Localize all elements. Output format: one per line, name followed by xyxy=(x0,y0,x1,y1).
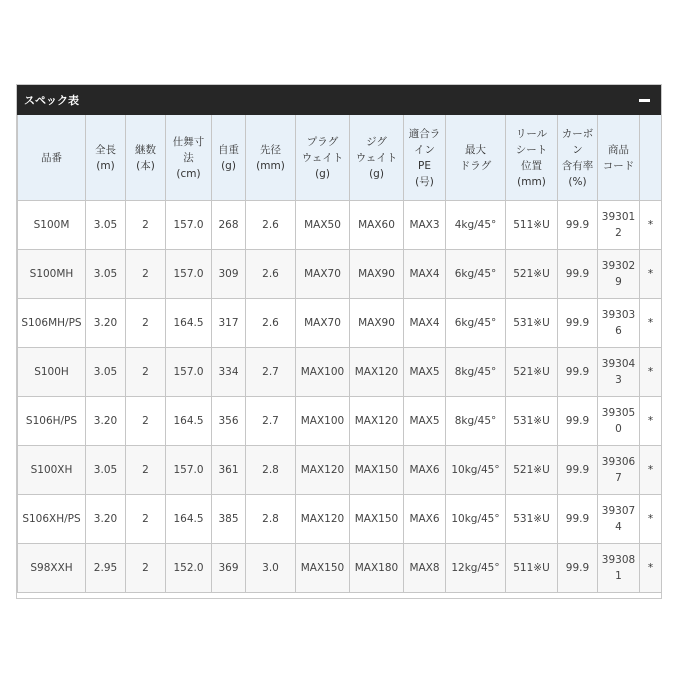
cell-model: S98XXH xyxy=(18,544,86,593)
column-header xyxy=(506,115,558,201)
cell-drag: 6kg/45° xyxy=(446,250,506,299)
cell-seat: 521※U xyxy=(506,348,558,397)
cell-seat: 531※U xyxy=(506,299,558,348)
cell-code-part: 0 xyxy=(615,423,622,435)
column-header-line: PE xyxy=(418,159,431,172)
cell-weight: 361 xyxy=(212,446,246,495)
column-header xyxy=(296,115,350,201)
cell-weight: 317 xyxy=(212,299,246,348)
column-header-line: 全長 xyxy=(95,143,116,156)
cell-carbon: 99.9 xyxy=(558,544,598,593)
cell-jig: MAX90 xyxy=(350,299,404,348)
cell-pieces: 2 xyxy=(126,446,166,495)
column-header-line: ドラグ xyxy=(459,159,492,172)
cell-drag: 8kg/45° xyxy=(446,348,506,397)
cell-code-part: 1 xyxy=(615,570,622,582)
cell-code-part: 2 xyxy=(615,227,622,239)
cell-mark: * xyxy=(640,544,662,593)
cell-jig: MAX150 xyxy=(350,446,404,495)
cell-closed: 157.0 xyxy=(166,446,212,495)
cell-code-part: 39306 xyxy=(601,456,636,468)
column-header-line: (mm) xyxy=(256,159,285,172)
cell-weight: 268 xyxy=(212,201,246,250)
cell-seat: 521※U xyxy=(506,446,558,495)
cell-code-part: 4 xyxy=(615,521,622,533)
cell-pieces: 2 xyxy=(126,201,166,250)
cell-drag: 10kg/45° xyxy=(446,446,506,495)
cell-carbon: 99.9 xyxy=(558,495,598,544)
cell-closed: 157.0 xyxy=(166,348,212,397)
column-header-line: 自重 xyxy=(218,143,239,156)
cell-closed: 157.0 xyxy=(166,201,212,250)
table-row xyxy=(18,250,662,299)
table-row xyxy=(18,348,662,397)
column-header-line: (g) xyxy=(315,167,330,180)
column-header-line: 仕舞寸 xyxy=(172,135,205,148)
cell-mark: * xyxy=(640,250,662,299)
column-header xyxy=(126,115,166,201)
cell-tip: 2.8 xyxy=(246,446,296,495)
cell-jig: MAX180 xyxy=(350,544,404,593)
cell-length: 3.20 xyxy=(86,495,126,544)
column-header-line: (mm) xyxy=(517,175,546,188)
cell-code-part: 39308 xyxy=(601,554,636,566)
cell-model: S100MH xyxy=(18,250,86,299)
cell-model: S100M xyxy=(18,201,86,250)
cell-carbon: 99.9 xyxy=(558,397,598,446)
spec-table xyxy=(17,115,662,593)
cell-pieces: 2 xyxy=(126,348,166,397)
cell-weight: 334 xyxy=(212,348,246,397)
cell-seat: 511※U xyxy=(506,544,558,593)
cell-mark: * xyxy=(640,446,662,495)
cell-tip: 2.7 xyxy=(246,397,296,446)
cell-code-part: 9 xyxy=(615,276,622,288)
column-header xyxy=(18,115,86,201)
cell-seat: 511※U xyxy=(506,201,558,250)
cell-jig: MAX150 xyxy=(350,495,404,544)
cell-code xyxy=(598,397,640,446)
cell-code-part: 39304 xyxy=(601,358,636,370)
minus-icon[interactable] xyxy=(637,93,651,107)
column-header-line: (cm) xyxy=(176,167,201,180)
column-header-line: コード xyxy=(602,159,635,172)
cell-plug: MAX100 xyxy=(296,348,350,397)
cell-drag: 10kg/45° xyxy=(446,495,506,544)
column-header-line: 含有率 xyxy=(561,159,594,172)
column-header-line: 先径 xyxy=(260,143,281,156)
table-row xyxy=(18,299,662,348)
cell-seat: 521※U xyxy=(506,250,558,299)
column-header-line: (%) xyxy=(568,175,587,188)
cell-tip: 2.7 xyxy=(246,348,296,397)
cell-mark: * xyxy=(640,495,662,544)
column-header xyxy=(86,115,126,201)
cell-length: 3.20 xyxy=(86,299,126,348)
table-header-row xyxy=(18,115,662,201)
cell-code-part: 39302 xyxy=(601,260,636,272)
cell-jig: MAX120 xyxy=(350,397,404,446)
column-header xyxy=(246,115,296,201)
cell-length: 3.05 xyxy=(86,201,126,250)
column-header-line: イン xyxy=(414,143,435,156)
column-header-line: (m) xyxy=(96,159,115,172)
cell-code xyxy=(598,299,640,348)
cell-carbon: 99.9 xyxy=(558,201,598,250)
cell-length: 3.05 xyxy=(86,348,126,397)
cell-code-part: 6 xyxy=(615,325,622,337)
cell-model: S106H/PS xyxy=(18,397,86,446)
cell-length: 3.05 xyxy=(86,250,126,299)
column-header-line: 品番 xyxy=(41,151,62,164)
column-header xyxy=(350,115,404,201)
column-header xyxy=(446,115,506,201)
cell-tip: 2.6 xyxy=(246,299,296,348)
table-row xyxy=(18,201,662,250)
cell-jig: MAX90 xyxy=(350,250,404,299)
cell-pieces: 2 xyxy=(126,397,166,446)
cell-model: S100XH xyxy=(18,446,86,495)
table-row xyxy=(18,446,662,495)
column-header xyxy=(404,115,446,201)
cell-code xyxy=(598,201,640,250)
cell-drag: 6kg/45° xyxy=(446,299,506,348)
cell-code xyxy=(598,544,640,593)
cell-seat: 531※U xyxy=(506,397,558,446)
cell-model: S106XH/PS xyxy=(18,495,86,544)
cell-plug: MAX70 xyxy=(296,250,350,299)
column-header xyxy=(166,115,212,201)
column-header-line: ン xyxy=(572,143,583,156)
column-header-line: 商品 xyxy=(608,143,629,156)
cell-plug: MAX120 xyxy=(296,495,350,544)
cell-code xyxy=(598,348,640,397)
cell-drag: 4kg/45° xyxy=(446,201,506,250)
cell-closed: 164.5 xyxy=(166,495,212,544)
column-header-line: (本) xyxy=(136,159,155,172)
cell-closed: 164.5 xyxy=(166,299,212,348)
cell-line: MAX5 xyxy=(404,397,446,446)
cell-weight: 309 xyxy=(212,250,246,299)
cell-line: MAX3 xyxy=(404,201,446,250)
column-header-line: ウェイト xyxy=(355,151,398,164)
cell-line: MAX8 xyxy=(404,544,446,593)
column-header xyxy=(212,115,246,201)
column-header-line: カーボ xyxy=(561,127,594,140)
cell-length: 3.20 xyxy=(86,397,126,446)
column-header-line: 法 xyxy=(183,151,194,164)
cell-plug: MAX150 xyxy=(296,544,350,593)
cell-weight: 356 xyxy=(212,397,246,446)
cell-plug: MAX120 xyxy=(296,446,350,495)
column-header-line: プラグ xyxy=(306,135,339,148)
column-header-line: リール xyxy=(515,127,548,140)
cell-carbon: 99.9 xyxy=(558,299,598,348)
cell-tip: 2.8 xyxy=(246,495,296,544)
table-row xyxy=(18,495,662,544)
cell-jig: MAX60 xyxy=(350,201,404,250)
cell-drag: 8kg/45° xyxy=(446,397,506,446)
table-row xyxy=(18,544,662,593)
cell-carbon: 99.9 xyxy=(558,446,598,495)
cell-mark: * xyxy=(640,299,662,348)
column-header xyxy=(558,115,598,201)
column-header-line: 適合ラ xyxy=(408,127,441,140)
column-header-line: 最大 xyxy=(465,143,486,156)
spec-panel-header xyxy=(17,85,661,115)
cell-closed: 164.5 xyxy=(166,397,212,446)
cell-code-part: 39301 xyxy=(601,211,636,223)
cell-mark: * xyxy=(640,397,662,446)
column-header-line: シート xyxy=(515,143,548,156)
cell-seat: 531※U xyxy=(506,495,558,544)
cell-model: S100H xyxy=(18,348,86,397)
cell-plug: MAX100 xyxy=(296,397,350,446)
cell-drag: 12kg/45° xyxy=(446,544,506,593)
cell-pieces: 2 xyxy=(126,544,166,593)
cell-pieces: 2 xyxy=(126,495,166,544)
cell-model: S106MH/PS xyxy=(18,299,86,348)
cell-code xyxy=(598,446,640,495)
spec-panel xyxy=(16,84,662,599)
cell-code xyxy=(598,250,640,299)
cell-mark: * xyxy=(640,201,662,250)
cell-line: MAX4 xyxy=(404,299,446,348)
cell-code-part: 7 xyxy=(615,472,622,484)
cell-weight: 385 xyxy=(212,495,246,544)
cell-mark: * xyxy=(640,348,662,397)
cell-tip: 3.0 xyxy=(246,544,296,593)
column-header-blank xyxy=(640,115,662,201)
cell-carbon: 99.9 xyxy=(558,250,598,299)
spec-panel-title: スペック表 xyxy=(24,94,79,107)
cell-line: MAX4 xyxy=(404,250,446,299)
column-header-line: (g) xyxy=(221,159,236,172)
column-header-line: ジグ xyxy=(366,135,387,148)
cell-length: 2.95 xyxy=(86,544,126,593)
column-header-line: (号) xyxy=(415,175,434,188)
cell-tip: 2.6 xyxy=(246,250,296,299)
column-header xyxy=(598,115,640,201)
cell-closed: 152.0 xyxy=(166,544,212,593)
cell-pieces: 2 xyxy=(126,250,166,299)
cell-line: MAX6 xyxy=(404,446,446,495)
column-header-line: ウェイト xyxy=(301,151,344,164)
cell-plug: MAX50 xyxy=(296,201,350,250)
cell-code-part: 39307 xyxy=(601,505,636,517)
cell-length: 3.05 xyxy=(86,446,126,495)
column-header-line: 位置 xyxy=(521,159,542,172)
cell-line: MAX5 xyxy=(404,348,446,397)
column-header-line: (g) xyxy=(369,167,384,180)
cell-code-part: 39303 xyxy=(601,309,636,321)
cell-jig: MAX120 xyxy=(350,348,404,397)
cell-weight: 369 xyxy=(212,544,246,593)
cell-tip: 2.6 xyxy=(246,201,296,250)
cell-carbon: 99.9 xyxy=(558,348,598,397)
cell-closed: 157.0 xyxy=(166,250,212,299)
cell-plug: MAX70 xyxy=(296,299,350,348)
cell-code-part: 39305 xyxy=(601,407,636,419)
cell-line: MAX6 xyxy=(404,495,446,544)
cell-pieces: 2 xyxy=(126,299,166,348)
cell-code xyxy=(598,495,640,544)
cell-code-part: 3 xyxy=(615,374,622,386)
column-header-line: 継数 xyxy=(135,143,156,156)
table-row xyxy=(18,397,662,446)
